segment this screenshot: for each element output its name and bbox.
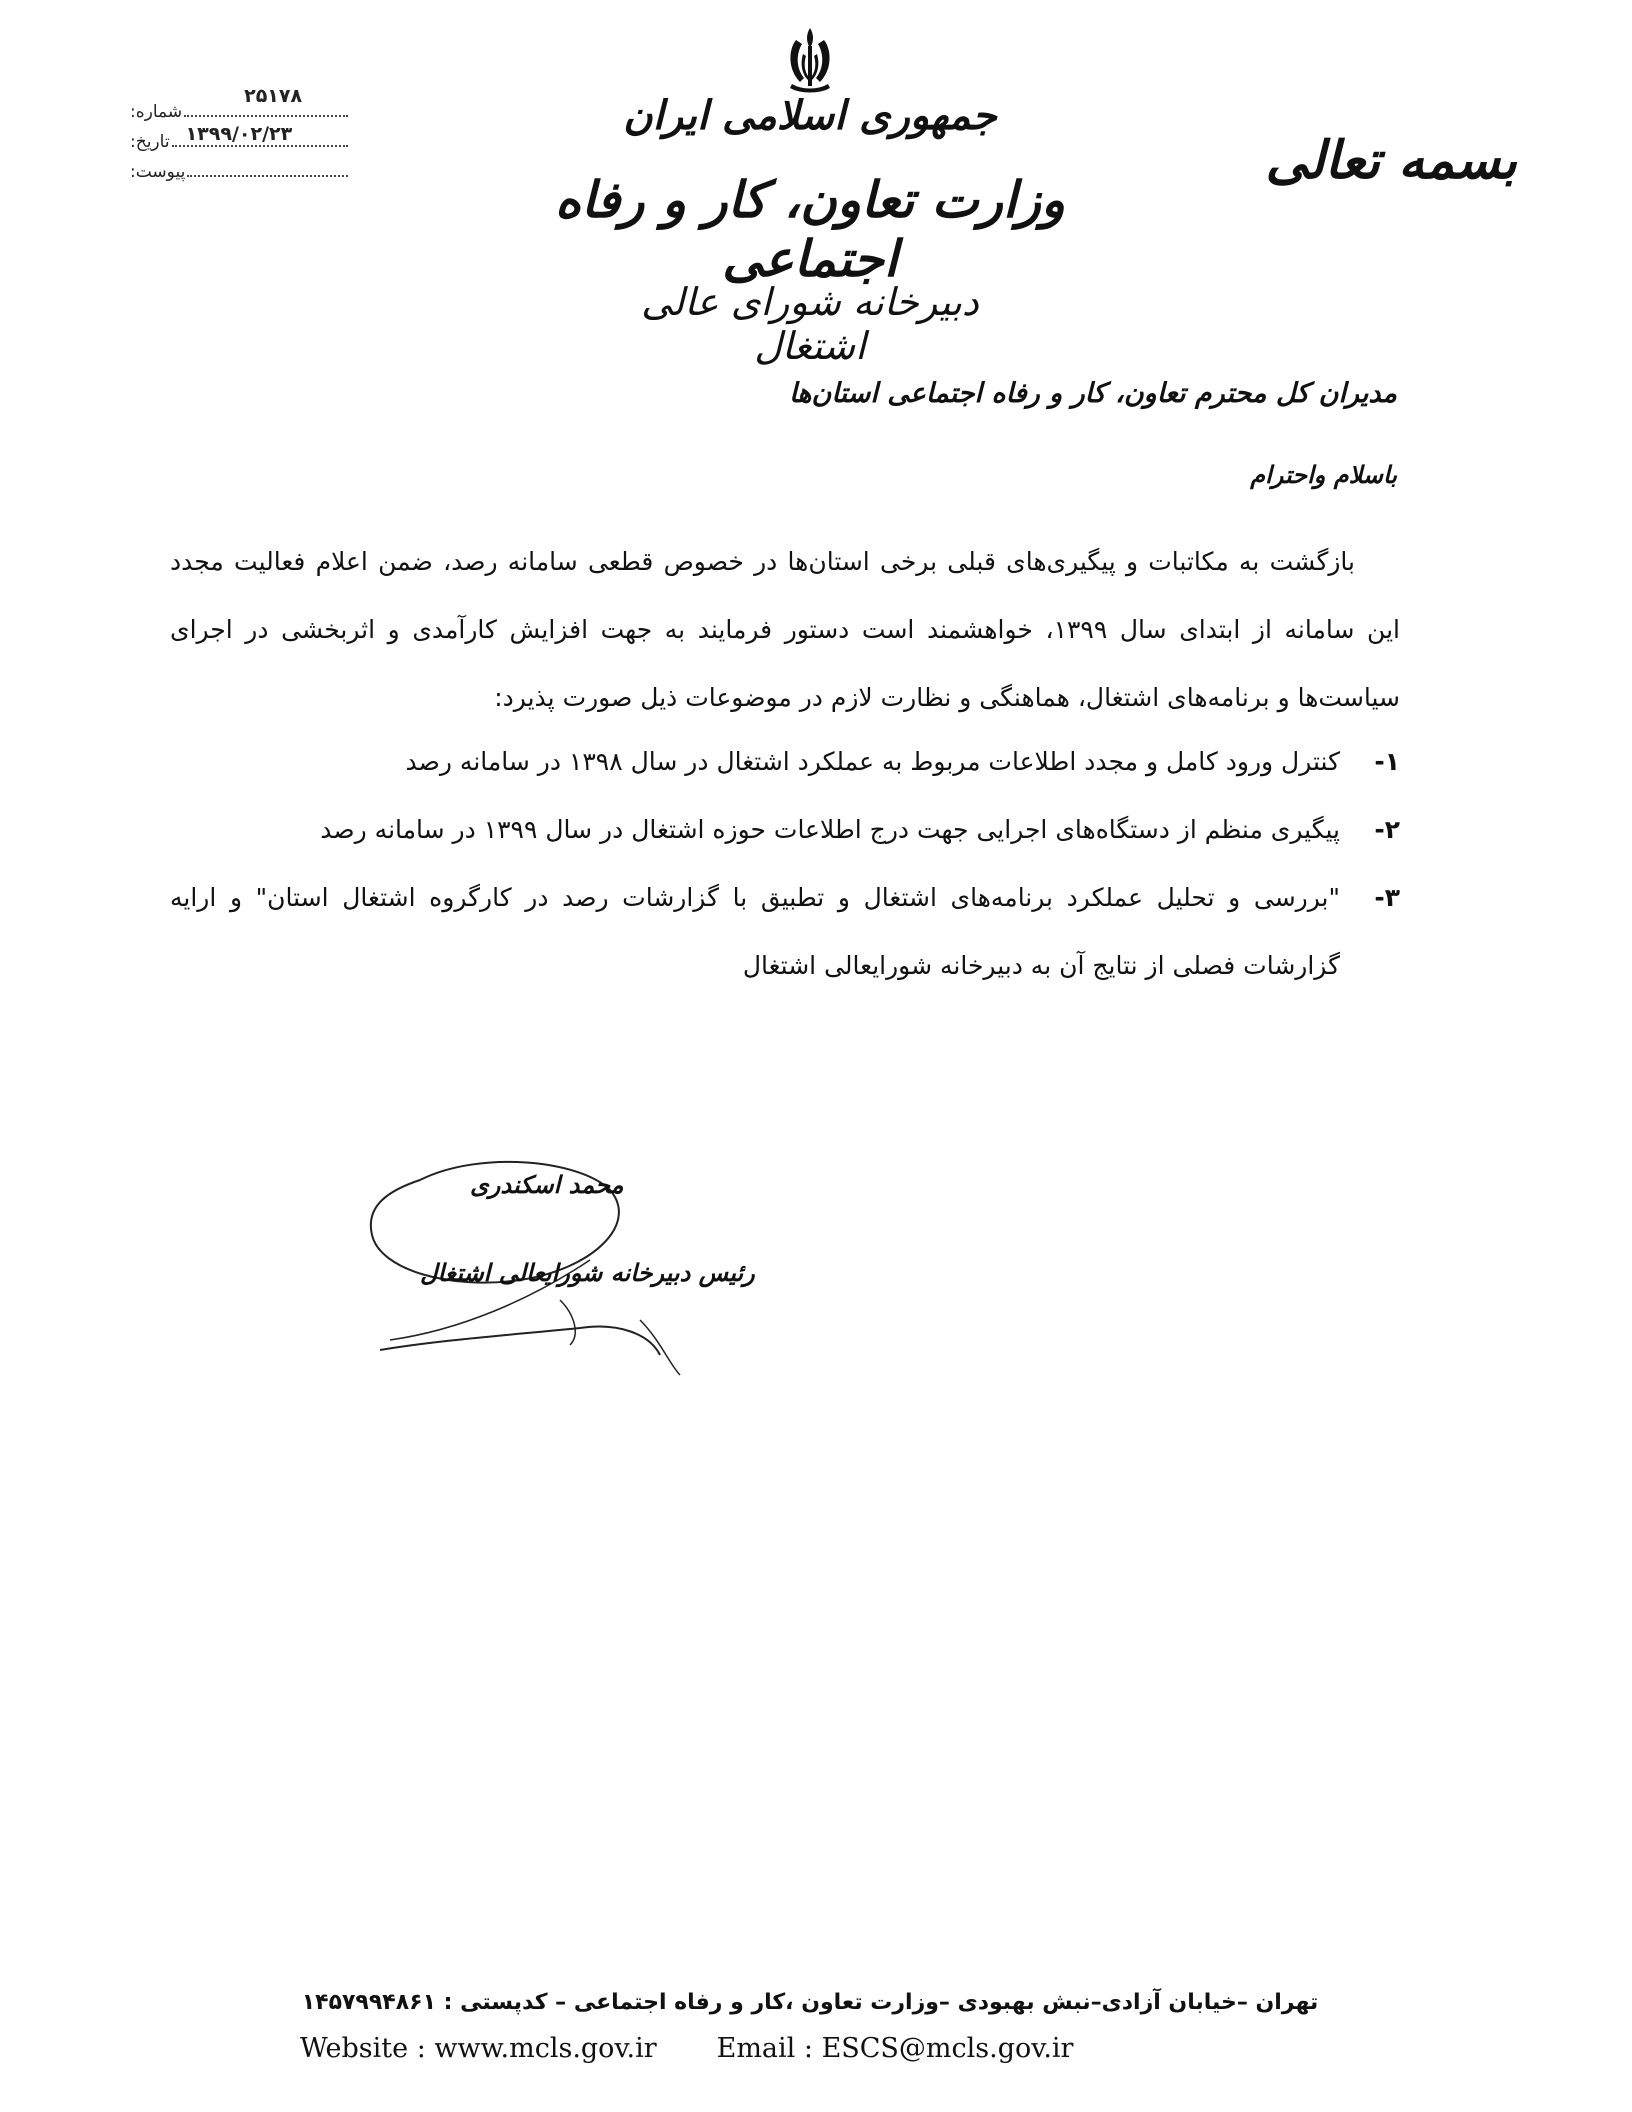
signatory-title: رئیس دبیرخانه شورایعالی اشتغال — [420, 1258, 755, 1287]
meta-number-row — [130, 85, 350, 122]
list-item — [170, 796, 1400, 864]
meta-date-label: تاریخ: — [130, 132, 170, 152]
greeting-line: باسلام واحترام — [1250, 460, 1397, 489]
ministry-title: وزارت تعاون، کار و رفاه اجتماعی — [554, 170, 1066, 288]
footer-email: Email : ESCS@mcls.gov.ir — [716, 2033, 1074, 2064]
body-paragraph-text: بازگشت به مکاتبات و پیگیری‌های قبلی برخی استان‌ها در خصوص قطعی سامانه رصد، ضمن اعلام فعالیت مجدد این سامانه از ابتدای سال ۱۳۹۹، خواهشمند است دستور فرمایند به جهت افزایش کارآمدی و اثربخشی در اجرای سیاست‌ها و برنامه‌های اشتغال، هماهنگی و نظارت لازم در موضوعات ذیل صورت پذیرد: — [170, 547, 1400, 712]
list-item-text: "بررسی و تحلیل عملکرد برنامه‌های اشتغال و تطبیق با گزارشات رصد در کارگروه اشتغال استان" و ارایه گزارشات فصلی از نتایج آن به دبیرخانه شورایعالی اشتغال — [170, 883, 1340, 980]
invocation-heading: بسمه تعالی — [1265, 130, 1517, 191]
republic-title: جمهوری اسلامی ایران — [623, 92, 997, 139]
meta-date-row — [130, 122, 350, 152]
meta-number-value: ۲۵۱۷۸ — [244, 85, 303, 107]
meta-number-label: شماره: — [130, 102, 183, 122]
meta-attachment-label: پیوست: — [130, 162, 186, 182]
signatory-name: محمد اسکندری — [470, 1170, 624, 1199]
secretariat-title: دبیرخانه شورای عالی اشتغال — [641, 280, 979, 368]
footer-contact — [300, 2033, 1240, 2064]
list-item-number: ۳- — [1374, 883, 1400, 912]
list-item-text: کنترل ورود کامل و مجدد اطلاعات مربوط به عملکرد اشتغال در سال ۱۳۹۸ در سامانه رصد — [405, 747, 1340, 776]
iran-emblem-icon — [770, 20, 850, 100]
body-paragraph — [170, 528, 1400, 732]
footer-website: Website : www.mcls.gov.ir — [300, 2033, 657, 2064]
recipient-line: مدیران کل محترم تعاون، کار و رفاه اجتماعی استان‌ها — [789, 378, 1397, 409]
list-item-number: ۱- — [1374, 747, 1400, 776]
meta-attachment-row — [130, 152, 350, 182]
list-item-text: پیگیری منظم از دستگاه‌های اجرایی جهت درج اطلاعات حوزه اشتغال در سال ۱۳۹۹ در سامانه رصد — [320, 815, 1340, 844]
meta-attachment-line — [187, 175, 348, 177]
meta-date-line — [172, 123, 348, 147]
list-item-number: ۲- — [1374, 815, 1400, 844]
meta-date-value: ۱۳۹۹/۰۲/۲۳ — [185, 123, 293, 145]
footer-address: تهران –خیابان آزادی–نبش بهبودی –وزارت تعاون ،کار و رفاه اجتماعی – کدپستی : ۱۴۵۷۹۹۴۸۶۱ — [301, 1990, 1319, 2015]
letter-meta — [130, 85, 350, 182]
list-item — [170, 864, 1400, 1000]
meta-number-line — [184, 85, 348, 117]
list-item — [170, 728, 1400, 796]
